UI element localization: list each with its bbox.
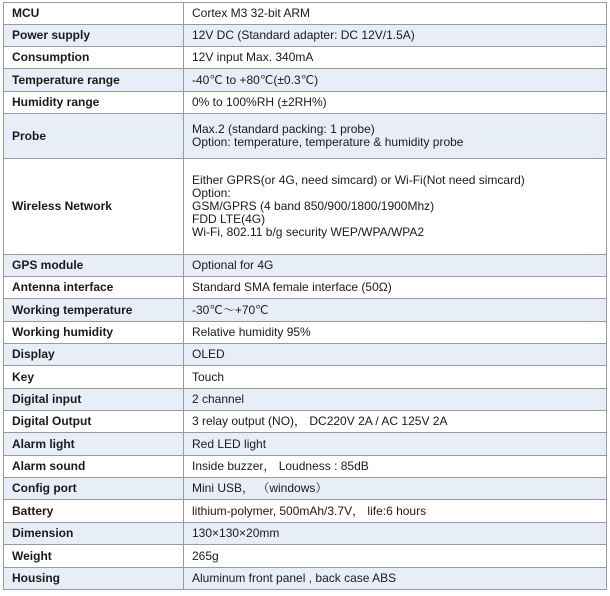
spec-row (4, 478, 607, 500)
spec-value-line: 3 relay output (NO)， DC220V 2A / AC 125V 2A (192, 414, 448, 428)
spec-value (184, 114, 607, 159)
spec-label: Wireless Network (4, 159, 184, 255)
spec-label: Display (4, 344, 184, 366)
spec-label: Working temperature (4, 299, 184, 322)
spec-label: Alarm sound (4, 456, 184, 478)
spec-value (184, 322, 607, 344)
spec-value-line: Touch (192, 369, 225, 384)
spec-row (4, 3, 607, 25)
spec-label: Digital Output (4, 411, 184, 433)
spec-row (4, 322, 607, 344)
spec-value (184, 568, 607, 590)
spec-table-body (4, 3, 607, 590)
spec-value (184, 456, 607, 478)
spec-value-line: Cortex M3 32-bit ARM (192, 6, 311, 20)
spec-value (184, 299, 607, 322)
spec-row (4, 114, 607, 159)
spec-value (184, 25, 607, 47)
spec-label: Probe (4, 114, 184, 159)
spec-value (184, 411, 607, 433)
spec-row (4, 456, 607, 478)
spec-value (184, 159, 607, 255)
spec-value-line: 12V input Max. 340mA (192, 50, 314, 64)
spec-value (184, 47, 607, 69)
spec-row (4, 255, 607, 277)
spec-value (184, 3, 607, 25)
spec-value-line: 130×130×20mm (192, 526, 280, 540)
spec-value (184, 500, 607, 523)
spec-row (4, 69, 607, 92)
spec-label: Working humidity (4, 322, 184, 344)
spec-value-line: -30℃～+70℃ (192, 302, 269, 317)
spec-row (4, 568, 607, 590)
spec-value-line: Red LED light (192, 436, 267, 451)
spec-row (4, 47, 607, 69)
spec-row (4, 523, 607, 545)
spec-value (184, 523, 607, 545)
spec-value-line: Either GPRS(or 4G, need simcard) or Wi-Fi(Not need simcard) (192, 173, 525, 187)
spec-label: GPS module (4, 255, 184, 277)
spec-label: Consumption (4, 47, 184, 69)
spec-row (4, 344, 607, 366)
spec-value-line: Relative humidity 95% (192, 325, 311, 339)
spec-label: Battery (4, 500, 184, 523)
spec-table (3, 2, 607, 590)
spec-value (184, 389, 607, 411)
spec-value-line: Wi-Fi, 802.11 b/g security WEP/WPA/WPA2 (192, 225, 425, 239)
spec-label: MCU (4, 3, 184, 25)
spec-row (4, 25, 607, 47)
spec-row (4, 92, 607, 114)
spec-label: Power supply (4, 25, 184, 47)
spec-value-line: Option: (192, 186, 231, 200)
spec-value (184, 255, 607, 277)
spec-value (184, 344, 607, 366)
spec-value (184, 433, 607, 456)
spec-value (184, 69, 607, 92)
spec-row (4, 500, 607, 523)
spec-label: Digital input (4, 389, 184, 411)
spec-value (184, 545, 607, 568)
spec-value (184, 92, 607, 114)
spec-label: Key (4, 366, 184, 389)
spec-value-line: -40℃ to +80℃(±0.3℃) (192, 72, 319, 87)
spec-value (184, 478, 607, 500)
spec-row (4, 389, 607, 411)
spec-label: Weight (4, 545, 184, 568)
spec-row (4, 159, 607, 255)
spec-row (4, 299, 607, 322)
spec-value (184, 277, 607, 299)
spec-value-line: 0% to 100%RH (±2RH%) (192, 95, 327, 109)
spec-label: Dimension (4, 523, 184, 545)
spec-label: Humidity range (4, 92, 184, 114)
spec-value-line: Optional for 4G (192, 258, 274, 272)
spec-value-line: Inside buzzer， Loudness : 85dB (192, 459, 369, 473)
spec-label: Antenna interface (4, 277, 184, 299)
spec-row (4, 277, 607, 299)
spec-value-line: Standard SMA female interface (50Ω) (192, 280, 392, 294)
spec-value (184, 366, 607, 389)
spec-value-line: 12V DC (Standard adapter: DC 12V/1.5A) (192, 28, 415, 42)
spec-row (4, 433, 607, 456)
spec-value-line: 265g (192, 548, 219, 563)
spec-row (4, 545, 607, 568)
spec-value-line: GSM/GPRS (4 band 850/900/1800/1900Mhz) (192, 199, 435, 213)
spec-row (4, 411, 607, 433)
spec-label: Housing (4, 568, 184, 590)
spec-value-line: Option: temperature, temperature & humidity probe (192, 135, 464, 149)
spec-label: Alarm light (4, 433, 184, 456)
spec-row (4, 366, 607, 389)
spec-value-line: FDD LTE(4G) (192, 212, 266, 226)
spec-value-line: Mini USB， （windows） (192, 481, 328, 495)
spec-value-line: Max.2 (standard packing: 1 probe) (192, 122, 375, 136)
spec-value-line: Aluminum front panel , back case ABS (192, 571, 397, 585)
spec-value-line: OLED (192, 347, 225, 361)
spec-value-line: 2 channel (192, 392, 245, 406)
spec-value-line: lithium-polymer, 500mAh/3.7V， life:6 hours (192, 503, 427, 518)
spec-label: Config port (4, 478, 184, 500)
spec-label: Temperature range (4, 69, 184, 92)
